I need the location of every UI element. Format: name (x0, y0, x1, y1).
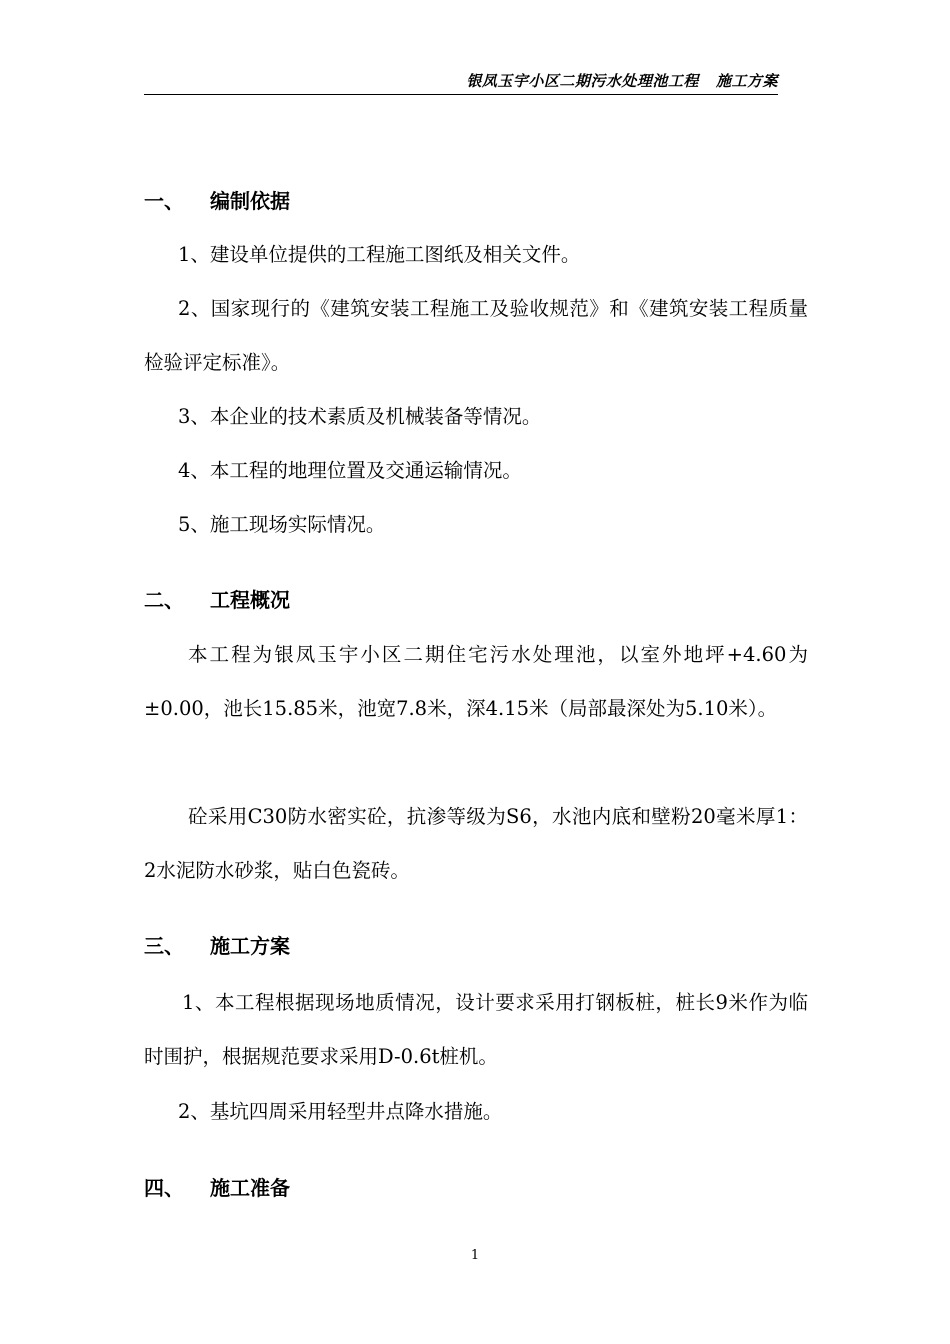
section-title: 施工准备 (210, 1176, 290, 1200)
page-header (144, 66, 778, 95)
section-heading-1 (144, 188, 290, 214)
paragraph: 1、本工程根据现场地质情况，设计要求采用打钢板桩，桩长9米作为临时围护，根据规范要求采用D-0.6t桩机。 (144, 991, 808, 1068)
section-number: 四、 (144, 1176, 184, 1200)
section-number: 二、 (144, 588, 184, 612)
paragraph: 砼采用C30防水密实砼，抗渗等级为S6，水池内底和壁粉20毫米厚1：2水泥防水砂浆，贴白色瓷砖。 (144, 805, 808, 882)
paragraph: 2、基坑四周采用轻型井点降水措施。 (178, 1100, 503, 1123)
section-heading-4 (144, 1175, 290, 1201)
section-title: 施工方案 (210, 934, 290, 958)
section-heading-3 (144, 933, 290, 959)
section-number: 三、 (144, 934, 184, 958)
section-title: 编制依据 (210, 189, 290, 213)
paragraph: 本工程为银凤玉宇小区二期住宅污水处理池，以室外地坪+4.60为±0.00，池长15.85米，池宽7.8米，深4.15米（局部最深处为5.10米）。 (144, 643, 808, 720)
paragraph: 3、本企业的技术素质及机械装备等情况。 (178, 405, 542, 428)
section-number: 一、 (144, 189, 184, 213)
paragraph: 5、施工现场实际情况。 (178, 513, 386, 536)
section-heading-2 (144, 587, 290, 613)
page-number: 1 (470, 1248, 480, 1263)
section-title: 工程概况 (210, 588, 290, 612)
paragraph: 1、建设单位提供的工程施工图纸及相关文件。 (178, 243, 581, 266)
header-title: 银凤玉宇小区二期污水处理池工程 施工方案 (466, 72, 778, 90)
paragraph: 4、本工程的地理位置及交通运输情况。 (178, 459, 522, 482)
paragraph: 2、国家现行的《建筑安装工程施工及验收规范》和《建筑安装工程质量检验评定标准》。 (144, 297, 808, 374)
